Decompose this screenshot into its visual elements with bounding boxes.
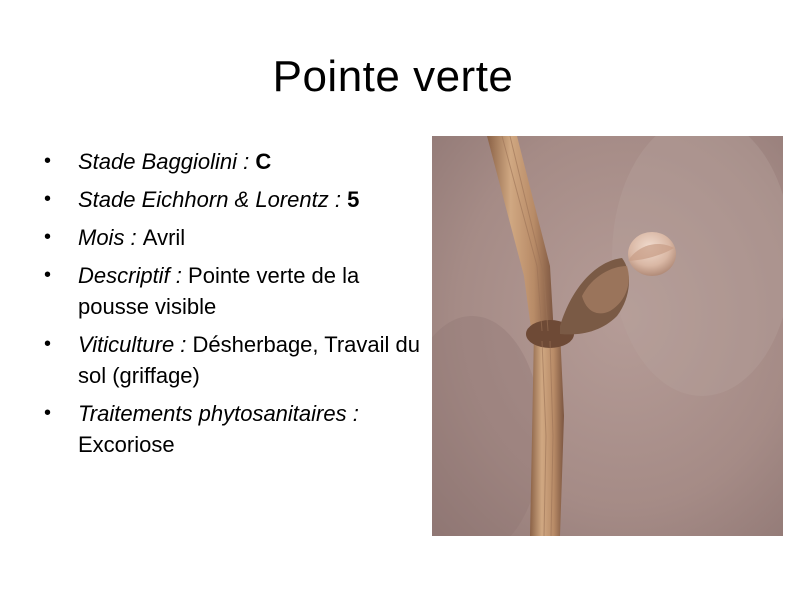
bullet-item-stade-eichhorn-lorentz <box>44 184 428 215</box>
stem-lower <box>530 331 564 536</box>
bullet-label: Descriptif : <box>78 263 189 288</box>
vine-bud-photo <box>432 136 783 536</box>
bullet-value: C <box>255 149 272 174</box>
bullet-value: Avril <box>142 225 186 250</box>
bullet-icon: • <box>44 226 52 248</box>
bullet-value: Pointe verte de la pousse visible <box>78 263 360 319</box>
bullet-item-viticulture <box>44 329 428 391</box>
bullet-value: 5 <box>347 187 360 212</box>
bullet-icon: • <box>44 150 52 172</box>
bullet-item-stade-baggiolini <box>44 146 428 177</box>
bullet-value: Désherbage, Travail du sol (griffage) <box>78 332 421 388</box>
bullet-label: Viticulture : <box>78 332 193 357</box>
bullet-list <box>44 146 428 467</box>
vine-bud-illustration <box>432 136 783 536</box>
bullet-item-traitements <box>44 398 428 460</box>
bullet-icon: • <box>44 333 52 355</box>
slide-title: Pointe verte <box>272 52 514 101</box>
bullet-value: Excoriose <box>78 432 175 457</box>
bullet-icon: • <box>44 264 52 286</box>
bullet-label: Stade Eichhorn & Lorentz : <box>78 187 348 212</box>
bullet-item-mois <box>44 222 428 253</box>
bullet-label: Stade Baggiolini : <box>78 149 256 174</box>
bullet-label: Traitements phytosanitaires : <box>78 401 359 426</box>
bullet-icon: • <box>44 188 52 210</box>
bullet-icon: • <box>44 402 52 424</box>
bullet-item-descriptif <box>44 260 428 322</box>
bullet-label: Mois : <box>78 225 143 250</box>
